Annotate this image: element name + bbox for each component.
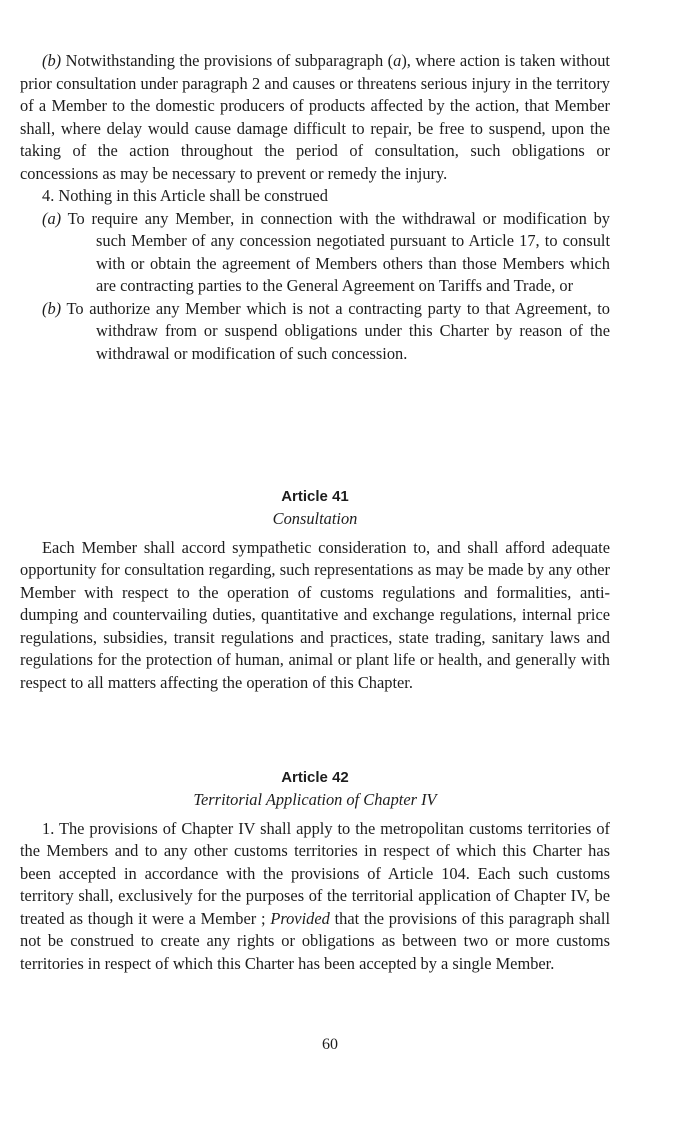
- article-42-section: [20, 767, 610, 975]
- article-42-subheading: Territorial Application of Chapter IV: [193, 790, 437, 809]
- paragraph-4: 4. Nothing in this Article shall be construed: [42, 186, 328, 205]
- item-4b: (b) To authorize any Member which is not a contracting party to that Agreement, to withdraw from or suspend obligations under this Charter by reason of the withdrawal or modification of such concession.: [42, 298, 610, 363]
- article-41-section: [20, 486, 610, 694]
- para-b-marker: (b): [42, 51, 62, 70]
- paragraph-3b: (b) Notwithstanding the provisions of subparagraph (a), where action is taken without prior consultation under paragraph 2 and causes or threatens serious injury in the territory of a Member to the domestic producers of products affected by the action, that Member shall, where delay would cause damage difficult to repair, be free to suspend, upon the taking of the action throughout the period of consultation, such obligations or concessions as may be necessary to prevent or remedy the injury.: [20, 51, 610, 183]
- item-4a: (a) To require any Member, in connection with the withdrawal or modification by such Member of any concession negotiated pursuant to Article 17, to consult with or obtain the agreement of Members others than those Members which are contracting parties to the General Agreement on Tariffs and Trade, or: [42, 208, 610, 295]
- article-41-subheading: Consultation: [272, 509, 358, 528]
- page-number: 60: [322, 1036, 338, 1053]
- article-42-paragraph-1: 1. The provisions of Chapter IV shall apply to the metropolitan customs territories of the Members and to any other customs territories in respect of which this Charter has been accepted in accordance with the provisions of Article 104. Each such customs territory shall, exclusively for the purposes of the territorial application of Chapter IV, be treated as though it were a Member ; Provided that the provisions of this paragraph shall not be construed to create any rights or obligations as between two or more customs territories in respect of which this Charter has been accepted by a single Member.: [20, 818, 610, 973]
- article-41-body: Each Member shall accord sympathetic consideration to, and shall afford adequate opportunity for consultation regarding, such representations as may be made by any other Member with respect to the operation of customs regulations and formalities, anti-dumping and countervailing duties, quantitative and exchange regulations, internal price regulations, subsidies, transit regulations and practices, state trading, sanitary laws and regulations for the protection of human, animal or plant life or health, and generally with respect to all matters affecting the operation of this Chapter.: [20, 537, 610, 692]
- block-article40-continued: [20, 50, 610, 365]
- article-42-heading: Article 42: [281, 769, 349, 786]
- article-41-heading: Article 41: [281, 488, 349, 505]
